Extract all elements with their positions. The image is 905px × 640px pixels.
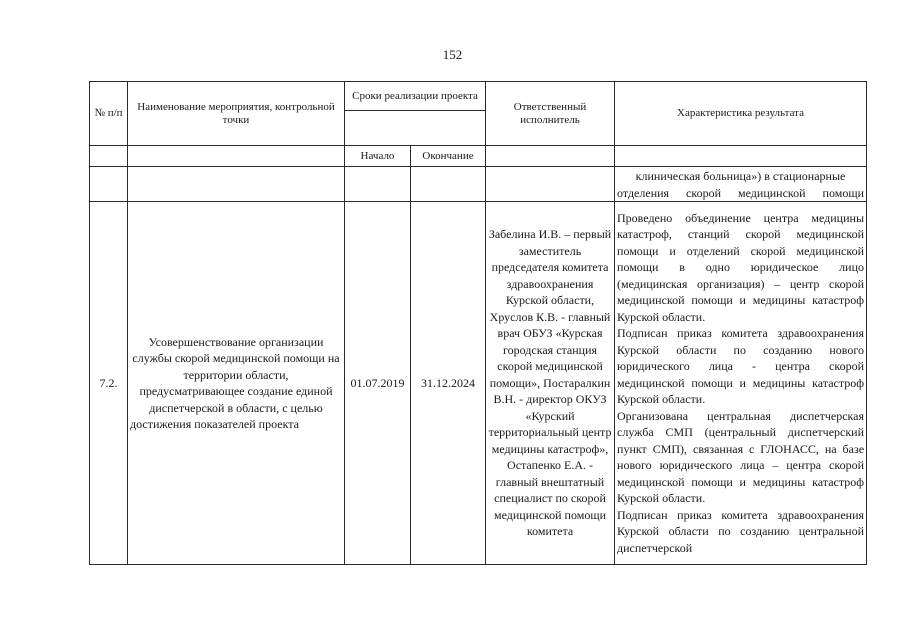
cont-result: клиническая больница») в стационарные отделения скорой медицинской помощи [615,167,867,202]
page-number: 152 [442,47,463,62]
result-paragraph-2: Подписан приказ комитета здравоохранения Курской области по созданию нового юридического лица - центра скорой медицинской помощи и медицины катастроф Курской области. [617,326,865,407]
result-paragraph-4: Подписан приказ комитета здравоохранения Курской области по созданию центральной диспетчерской [617,507,865,555]
row-num: 7.2. [90,202,128,565]
table-row [90,202,867,565]
cont-start [345,167,411,202]
cont-num [90,167,128,202]
header-responsible: Ответственный исполнитель [486,82,615,146]
header-result-blank [615,146,867,167]
cont-end [411,167,486,202]
table-header-row [90,82,867,111]
row-result [615,202,867,565]
table-subheader-row [90,146,867,167]
row-name: Усовершенствование организации службы скорой медицинской помощи на территории области, предусматривающее создание единой диспетчерской в области, с целью достижения показателей проекта [128,202,345,565]
header-name: Наименование мероприятия, контрольной точки [128,82,345,146]
row-responsible: Забелина И.В. – первый заместитель председателя комитета здравоохранения Курской области, Хруслов К.В. - главный врач ОБУЗ «Курская городская станция скорой медицинской помощи», Постаралкин В.Н. - директор ОКУЗ «Курский территориальный центр медицины катастроф», Остапенко Е.А. - главный внештатный специалист по скорой медицинской помощи комитета [486,202,615,565]
cont-responsible [486,167,615,202]
header-num-blank [90,146,128,167]
header-start: Начало [345,146,411,167]
result-paragraph-1: Проведено объединение центра медицины катастроф, станций скорой медицинской помощи и отделений скорой медицинской помощи в одно юридическое лицо (медицинская организация) – центр скорой медицинской помощи и медицины катастроф Курской области. [617,210,865,324]
header-dates: Сроки реализации проекта [345,82,486,111]
header-result: Характеристика результата [615,82,867,146]
header-name-blank [128,146,345,167]
result-paragraph-3: Организована центральная диспетчерская служба СМП (центральный диспетчерский пункт СМП), связанная с ГЛОНАСС, на базе нового юридического лица – центра скорой медицинской помощи и медицины катастроф Курской области. [617,408,865,506]
header-dates-gap [345,111,486,146]
row-start: 01.07.2019 [345,202,411,565]
continuation-row [90,167,867,202]
cont-name [128,167,345,202]
row-end: 31.12.2024 [411,202,486,565]
plan-table [89,81,867,565]
header-end: Окончание [411,146,486,167]
header-num: № п/п [90,82,128,146]
header-responsible-blank [486,146,615,167]
